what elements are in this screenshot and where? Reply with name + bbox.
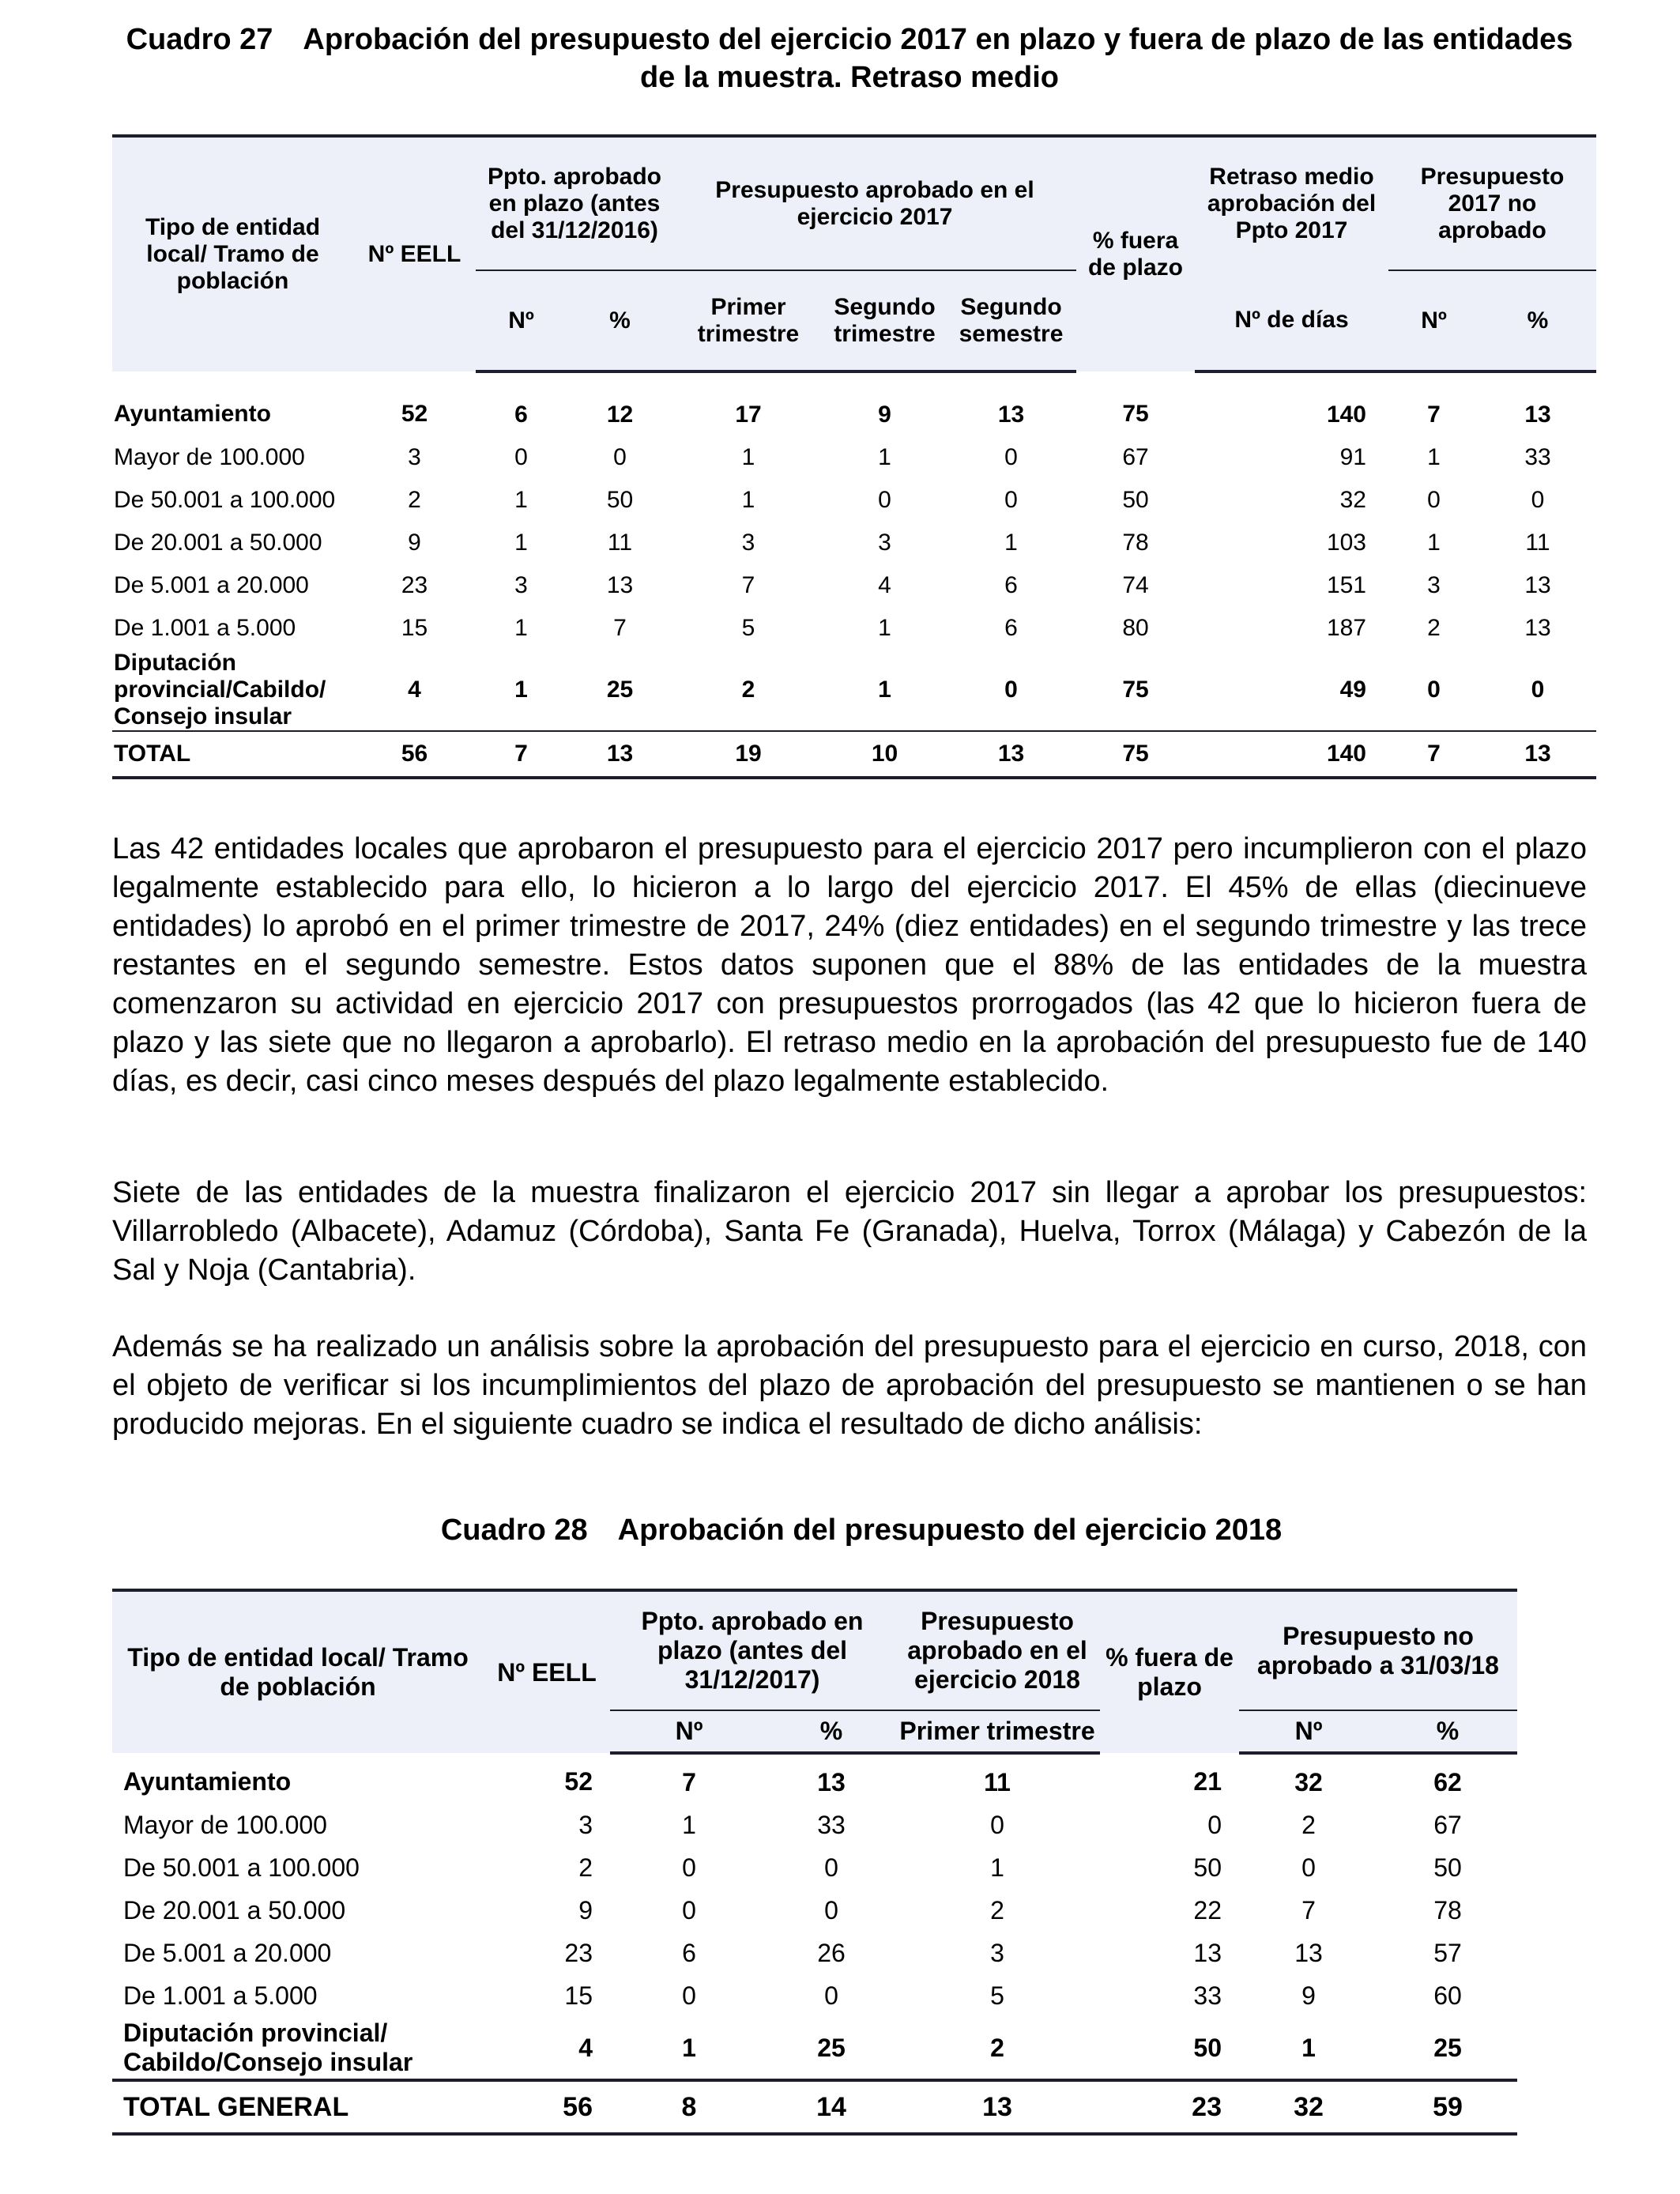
table-row	[112, 1932, 1517, 1974]
cell: 56	[484, 2080, 610, 2134]
cell: 6	[514, 401, 528, 428]
table-row	[112, 2017, 1517, 2080]
header-retraso: Retraso medio aprobación del Ppto 2017	[1195, 136, 1388, 270]
cell: 13	[1294, 1938, 1323, 1967]
cell: 75	[1122, 677, 1149, 703]
cuadro-28-body	[112, 1753, 1517, 2134]
header-n-eell: Nº EELL	[484, 1590, 610, 1753]
cell: 4	[408, 677, 421, 703]
table-row	[112, 1889, 1517, 1932]
body-paragraph-3: Además se ha realizado un análisis sobre la aprobación del presupuesto para el ejercicio en curso, 2018, con el objeto de verificar si los incumplimientos del plazo de aprobación del presupuesto se mantienen o se han producido mejoras. En el siguiente cuadro se indica el resultado de dicho análisis:	[112, 1330, 1587, 1441]
header-n-eell: Nº EELL	[353, 136, 476, 371]
cell: 50	[1433, 1853, 1462, 1882]
header-pct: %	[1378, 1710, 1517, 1753]
header-pct: %	[768, 1710, 895, 1753]
row-label: De 5.001 a 20.000	[114, 572, 309, 598]
cell: 1	[1427, 444, 1441, 470]
row-label: Ayuntamiento	[123, 1766, 292, 1796]
cell: 0	[682, 1853, 696, 1882]
table-row	[112, 371, 1596, 436]
cell: 33	[1524, 444, 1551, 470]
table-row	[112, 1804, 1517, 1846]
cell: 13	[895, 2080, 1100, 2134]
cell: 1	[990, 1853, 1004, 1882]
header-pct: %	[567, 270, 673, 371]
cuadro-27-title: Aprobación del presupuesto del ejercicio 2017 en plazo y fuera de plazo de las entidades de la muestra. Retraso medio	[303, 23, 1573, 94]
body-paragraph-2: Siete de las entidades de la muestra finalizaron el ejercicio 2017 sin llegar a aprobar los presupuestos: Villarrobledo (Albacete), Adamuz (Córdoba), Santa Fe (Granada), Huelva, Torrox (Málaga) y Cabezón de la Sal y Noja (Cantabria).	[112, 1176, 1587, 1287]
cell: 4	[878, 572, 891, 598]
header-en-plazo: Ppto. aprobado en plazo (antes del 31/12/2016)	[476, 136, 673, 270]
cell: 32	[1294, 1767, 1323, 1796]
cell: 33	[1193, 1981, 1222, 2010]
cell: 0	[1207, 1810, 1222, 1839]
cell: 11	[1525, 530, 1550, 556]
header-primer-trimestre: Primer trimestre	[673, 270, 823, 371]
cell: 56	[353, 731, 476, 778]
cell: 3	[408, 444, 421, 470]
cell: 12	[606, 401, 634, 428]
cell: 0	[682, 1981, 696, 2010]
cell: 0	[514, 444, 528, 470]
cell: 13	[1524, 572, 1551, 598]
table-row	[112, 436, 1596, 479]
cuadro-27-caption	[119, 21, 1580, 96]
cell: 52	[401, 401, 428, 427]
cell: 187	[1326, 615, 1366, 641]
cell: 3	[514, 572, 528, 598]
header-en-ejercicio: Presupuesto aprobado en el ejercicio 2018	[895, 1590, 1100, 1710]
cell: 60	[1433, 1981, 1462, 2010]
cell: 25	[1433, 2033, 1462, 2062]
cell: 103	[1326, 530, 1366, 556]
cell: 2	[990, 2033, 1004, 2062]
cell: 22	[1193, 1895, 1222, 1924]
cell: 75	[1076, 731, 1195, 778]
cell: 9	[578, 1895, 593, 1924]
cell: 7	[1388, 731, 1479, 778]
cell: 23	[1100, 2080, 1239, 2134]
cell: 6	[682, 1938, 696, 1967]
cell: 140	[1326, 401, 1366, 428]
cell: 1	[1301, 2033, 1316, 2062]
cell: 1	[1427, 530, 1441, 556]
cell: 23	[564, 1938, 593, 1967]
cell: 0	[990, 1810, 1004, 1839]
table-row	[112, 607, 1596, 650]
cell: 15	[401, 615, 428, 641]
cell: 0	[1427, 677, 1441, 703]
cell: 7	[741, 572, 755, 598]
cell: 0	[824, 1895, 838, 1924]
header-no-aprobado: Presupuesto no aprobado a 31/03/18	[1239, 1590, 1517, 1710]
cell: 1	[682, 2033, 696, 2062]
cell: 0	[1301, 1853, 1316, 1882]
table-row	[112, 1974, 1517, 2017]
header-en-ejercicio: Presupuesto aprobado en el ejercicio 2017	[673, 136, 1076, 270]
cell: 21	[1193, 1766, 1222, 1796]
cell: 50	[1193, 1853, 1222, 1882]
cell: 1	[878, 677, 891, 703]
cell: 67	[1122, 444, 1149, 470]
cell: 10	[823, 731, 946, 778]
cell: 1	[514, 615, 528, 641]
cell: 67	[1433, 1810, 1462, 1839]
cell: 50	[1122, 487, 1149, 513]
cuadro-27-body	[112, 371, 1596, 778]
header-en-plazo: Ppto. aprobado en plazo (antes del 31/12/2017)	[610, 1590, 895, 1710]
cell: 13	[946, 731, 1076, 778]
cell: 75	[1122, 401, 1149, 427]
cell: 3	[878, 530, 891, 556]
cell: 2	[741, 677, 755, 703]
row-label: De 1.001 a 5.000	[114, 615, 296, 641]
cell: 57	[1433, 1938, 1462, 1967]
cuadro-28-number: Cuadro 28	[440, 1514, 588, 1547]
cell: 0	[613, 444, 627, 470]
cell: 7	[1301, 1895, 1316, 1924]
header-tipo: Tipo de entidad local/ Tramo de población	[112, 1590, 484, 1753]
cell: 33	[817, 1810, 846, 1839]
cell: 140	[1195, 731, 1388, 778]
row-label: Diputación provincial/Cabildo/ Consejo insular	[114, 650, 326, 729]
table-row	[112, 650, 1596, 731]
header-segundo-semestre: Segundo semestre	[946, 270, 1076, 371]
cell: 25	[817, 2033, 846, 2062]
cell: 6	[1004, 615, 1018, 641]
header-pct: %	[1479, 270, 1596, 371]
cell: 3	[990, 1938, 1004, 1967]
row-label: De 50.001 a 100.000	[114, 487, 336, 513]
header-n-dias: Nº de días	[1195, 270, 1388, 371]
cell: 32	[1239, 2080, 1378, 2134]
cell: 0	[1427, 487, 1441, 513]
cell: 7	[476, 731, 567, 778]
cell: 19	[673, 731, 823, 778]
cell: 0	[682, 1895, 696, 1924]
cell: 14	[768, 2080, 895, 2134]
cell: 4	[578, 2033, 593, 2062]
cell: 1	[1004, 530, 1018, 556]
cell: 0	[1004, 677, 1018, 703]
row-label: De 20.001 a 50.000	[123, 1895, 346, 1924]
cell: 2	[1427, 615, 1441, 641]
cell: 23	[401, 572, 428, 598]
table-row-total	[112, 731, 1596, 778]
row-label: De 1.001 a 5.000	[123, 1981, 318, 2010]
cell: 3	[1427, 572, 1441, 598]
header-pct-fuera: % fuera de plazo	[1076, 136, 1195, 371]
cell: 11	[607, 530, 633, 556]
cell: 0	[1004, 444, 1018, 470]
row-label: Diputación provincial/ Cabildo/Consejo insular	[123, 2019, 413, 2076]
cell: 0	[878, 487, 891, 513]
cell: 3	[741, 530, 755, 556]
cell: 13	[1524, 401, 1551, 428]
cell: 7	[1427, 401, 1441, 428]
cell: 0	[824, 1981, 838, 2010]
cell: 7	[613, 615, 627, 641]
cell: 78	[1122, 530, 1149, 556]
header-segundo-trimestre: Segundo trimestre	[823, 270, 946, 371]
row-label: De 50.001 a 100.000	[123, 1853, 360, 1882]
cell: 1	[878, 615, 891, 641]
cell: 1	[682, 1810, 696, 1839]
cell: 13	[997, 401, 1025, 428]
cell: 13	[567, 731, 673, 778]
header-no-aprobado: Presupuesto 2017 no aprobado	[1388, 136, 1596, 270]
cell: 2	[578, 1853, 593, 1882]
cell: 80	[1122, 615, 1149, 641]
cell: 0	[824, 1853, 838, 1882]
cell: 32	[1339, 487, 1366, 513]
cell: 26	[817, 1938, 846, 1967]
cell: 151	[1326, 572, 1366, 598]
cell: 1	[741, 487, 755, 513]
header-n: Nº	[610, 1710, 768, 1753]
cell: 50	[1193, 2033, 1222, 2062]
cell: 13	[606, 572, 634, 598]
table-row	[112, 1846, 1517, 1889]
body-paragraph-1: Las 42 entidades locales que aprobaron el presupuesto para el ejercicio 2017 pero incumplieron con el plazo legalmente establecido para ello, lo hicieron a lo largo del ejercicio 2017. El 45% de ellas (diecinueve entidades) lo aprobó en el primer trimestre de 2017, 24% (diez entidades) en el segundo trimestre y las trece restantes en el segundo semestre. Estos datos suponen que el 88% de las entidades de la muestra comenzaron su actividad en ejercicio 2017 con presupuestos prorrogados (las 42 que lo hicieron fuera de plazo y las siete que no llegaron a aprobarlo). El retraso medio en la aprobación del presupuesto fue de 140 días, es decir, casi cinco meses después del plazo legalmente establecido.	[112, 832, 1587, 1098]
cell: 52	[564, 1766, 593, 1796]
cuadro-27-table	[112, 134, 1596, 779]
cell: 6	[1004, 572, 1018, 598]
row-label: De 20.001 a 50.000	[114, 530, 322, 556]
row-label: TOTAL GENERAL	[112, 2080, 484, 2134]
cell: 9	[408, 530, 421, 556]
cell: 15	[564, 1981, 593, 2010]
cell: 1	[514, 487, 528, 513]
cell: 2	[408, 487, 421, 513]
cell: 91	[1339, 444, 1366, 470]
cell: 8	[610, 2080, 768, 2134]
row-label: TOTAL	[112, 731, 353, 778]
cell: 5	[741, 615, 755, 641]
table-row	[112, 479, 1596, 522]
cell: 1	[878, 444, 891, 470]
cell: 2	[1301, 1810, 1316, 1839]
cell: 11	[984, 1767, 1011, 1796]
cuadro-27-number: Cuadro 27	[126, 23, 273, 56]
cell: 0	[1004, 487, 1018, 513]
header-n: Nº	[476, 270, 567, 371]
cell: 5	[990, 1981, 1004, 2010]
header-n: Nº	[1239, 1710, 1378, 1753]
cell: 78	[1433, 1895, 1462, 1924]
cell: 9	[1301, 1981, 1316, 2010]
header-primer-trimestre: Primer trimestre	[895, 1710, 1100, 1753]
cell: 49	[1339, 677, 1366, 703]
cuadro-28-title: Aprobación del presupuesto del ejercicio 2018	[617, 1514, 1283, 1547]
table-row	[112, 522, 1596, 564]
header-tipo: Tipo de entidad local/ Tramo de población	[112, 136, 353, 371]
cell: 13	[1193, 1938, 1222, 1967]
cell: 9	[878, 401, 891, 428]
cell: 2	[990, 1895, 1004, 1924]
cuadro-28-caption	[379, 1511, 1343, 1549]
cell: 25	[606, 677, 634, 703]
cell: 7	[682, 1767, 696, 1796]
table-row	[112, 564, 1596, 607]
cell: 13	[1524, 615, 1551, 641]
row-label: Mayor de 100.000	[123, 1810, 327, 1839]
cell: 13	[1479, 731, 1596, 778]
row-label: Mayor de 100.000	[114, 444, 305, 470]
cell: 13	[817, 1767, 846, 1796]
header-n: Nº	[1388, 270, 1479, 371]
cell: 62	[1433, 1767, 1462, 1796]
header-pct-fuera: % fuera de plazo	[1100, 1590, 1239, 1753]
table-row-total	[112, 2080, 1517, 2134]
table-row	[112, 1753, 1517, 1804]
cell: 74	[1122, 572, 1149, 598]
cell: 1	[514, 677, 528, 703]
cuadro-28-table	[112, 1589, 1517, 2136]
cell: 17	[735, 401, 762, 428]
cell: 59	[1378, 2080, 1517, 2134]
cell: 0	[1531, 677, 1545, 703]
row-label: Ayuntamiento	[114, 401, 271, 427]
cell: 3	[578, 1810, 593, 1839]
cell: 0	[1531, 487, 1545, 513]
row-label: De 5.001 a 20.000	[123, 1938, 332, 1967]
cell: 1	[514, 530, 528, 556]
cell: 50	[606, 487, 634, 513]
cell: 1	[741, 444, 755, 470]
